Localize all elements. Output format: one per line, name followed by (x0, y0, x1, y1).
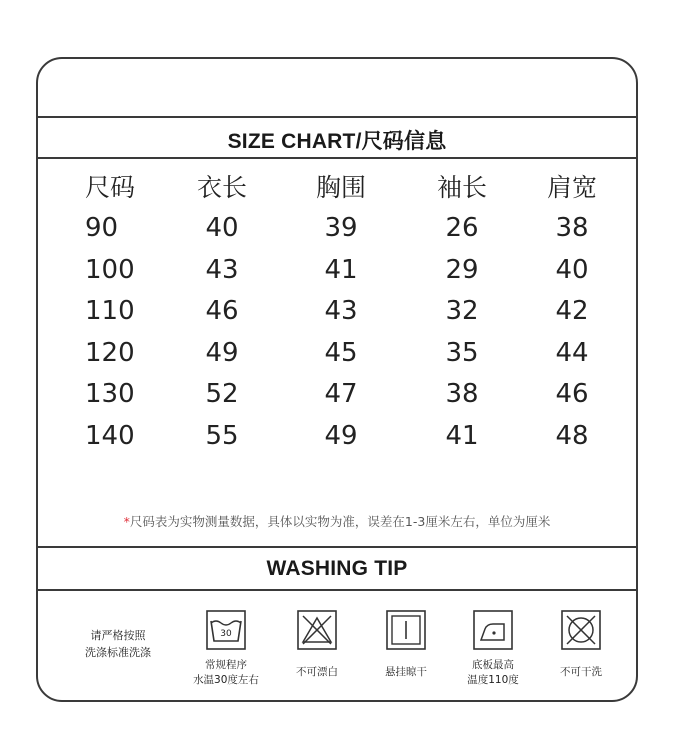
wash-30-label-line2: 水温30度左右 (193, 674, 259, 686)
no-bleach-icon (297, 610, 337, 650)
cell-chest: 47 (324, 379, 358, 409)
no-bleach-label (267, 665, 367, 680)
cell-length: 49 (205, 337, 239, 368)
cell-size: 140 (85, 420, 135, 451)
cell-chest: 39 (324, 213, 358, 243)
iron-label-line1: 底板最高 (472, 659, 514, 671)
cell-size: 120 (85, 337, 135, 368)
table-row (0, 333, 680, 373)
cell-shoulder: 48 (555, 420, 589, 451)
iron-icon (473, 610, 513, 650)
cell-sleeve: 32 (445, 296, 479, 326)
wash-temp: 30 (220, 629, 232, 639)
no-dry-clean-label (531, 665, 631, 680)
cell-chest: 45 (324, 337, 358, 368)
cell-shoulder: 40 (555, 254, 589, 285)
cell-sleeve: 26 (445, 213, 479, 243)
iron-label (443, 658, 543, 688)
header-chest: 胸围 (315, 173, 366, 202)
cell-size: 130 (85, 379, 135, 409)
table-row (0, 291, 680, 331)
cell-shoulder: 44 (555, 337, 589, 368)
cell-size: 90 (85, 213, 119, 243)
size-chart-title: SIZE CHART/尺码信息 (227, 130, 447, 153)
cell-chest: 41 (324, 254, 358, 285)
wash-30-label (176, 658, 276, 688)
hang-dry-icon (386, 610, 426, 650)
table-row (0, 208, 680, 248)
cell-chest: 43 (324, 296, 358, 326)
table-row (0, 374, 680, 414)
divider-top (36, 116, 638, 118)
divider-wash-top (36, 546, 638, 548)
header-length: 衣长 (196, 173, 247, 202)
wash-30-label-line1: 常规程序 (205, 659, 247, 671)
cell-length: 43 (205, 254, 239, 285)
wash-30-icon (206, 610, 246, 650)
no-bleach-label-line1: 不可漂白 (296, 666, 338, 678)
cell-size: 110 (85, 296, 135, 326)
no-dry-clean-icon (561, 610, 601, 650)
iron-label-line2: 温度110度 (467, 674, 519, 686)
no-dry-clean-label-line1: 不可干洗 (560, 666, 602, 678)
washing-intro (68, 627, 168, 661)
cell-sleeve: 38 (445, 379, 479, 409)
divider-wash-bottom (36, 589, 638, 591)
cell-shoulder: 46 (555, 379, 589, 409)
hang-dry-label (356, 665, 456, 680)
note-text: 尺码表为实物测量数据，具体以实物为准，误差在1-3厘米左右，单位为厘米 (129, 514, 551, 529)
hang-dry-label-line1: 悬挂晾干 (385, 666, 427, 678)
cell-chest: 49 (324, 420, 358, 451)
table-row (0, 250, 680, 290)
cell-size: 100 (85, 254, 135, 285)
cell-sleeve: 41 (445, 420, 479, 451)
header-shoulder: 肩宽 (546, 173, 597, 202)
header-size: 尺码 (85, 173, 136, 202)
cell-shoulder: 38 (555, 213, 589, 243)
divider-header (36, 157, 638, 159)
size-note (36, 512, 638, 530)
header-sleeve: 袖长 (436, 173, 487, 202)
cell-length: 55 (205, 420, 239, 451)
cell-shoulder: 42 (555, 296, 589, 326)
note-star: * (123, 514, 130, 529)
cell-sleeve: 29 (445, 254, 479, 285)
cell-sleeve: 35 (445, 337, 479, 368)
table-row (0, 416, 680, 456)
table-header-row (0, 168, 680, 208)
cell-length: 52 (205, 379, 239, 409)
washing-intro-line1: 请严格按照 (90, 629, 146, 642)
washing-intro-line2: 洗涤标准洗涤 (85, 646, 151, 659)
washing-tip-title: WASHING TIP (266, 557, 408, 580)
cell-length: 46 (205, 296, 239, 326)
cell-length: 40 (205, 213, 239, 243)
